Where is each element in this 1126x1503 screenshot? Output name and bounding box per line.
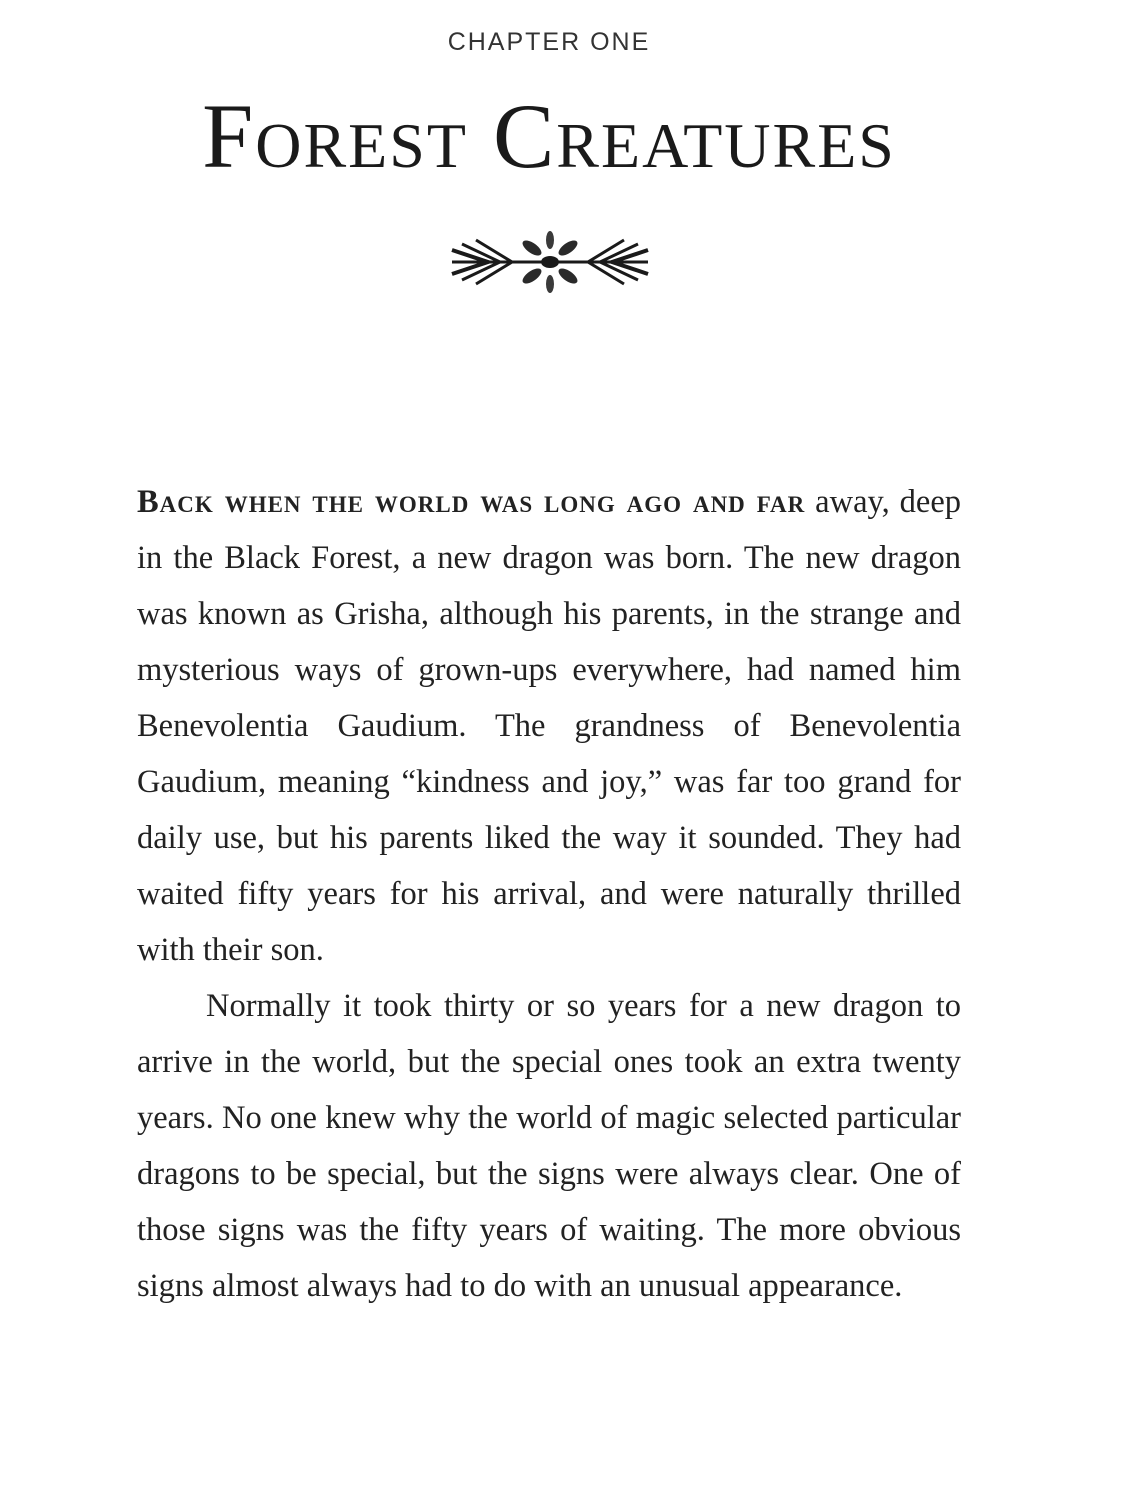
chapter-body: [137, 474, 961, 1314]
lead-in-text: Back when the world was long ago and far: [137, 484, 806, 520]
botanical-ornament-icon: [448, 226, 652, 298]
paragraph: [137, 474, 961, 978]
paragraph-text: away, deep in the Black Forest, a new dragon was born. The new dragon was known as Grisha, although his parents, in the strange and mysterious ways of grown-ups everywhere, had named him Benevolentia Gaudium. The grandness of Benevolentia Gaudium, meaning “kindness and joy,” was far too grand for daily use, but his parents liked the way it sounded. They had waited fifty years for his arrival, and were naturally thrilled with their son.: [137, 484, 962, 968]
paragraph: Normally it took thirty or so years for a new dragon to arrive in the world, but the special ones took an extra twenty years. No one knew why the world of magic selected particular dragons to be special, but the signs were always clear. One of those signs was the fifty years of waiting. The more obvious signs almost always had to do with an unusual appearance.: [137, 988, 961, 1304]
chapter-title: Forest Creatures: [202, 85, 896, 187]
chapter-label: CHAPTER ONE: [447, 28, 651, 56]
